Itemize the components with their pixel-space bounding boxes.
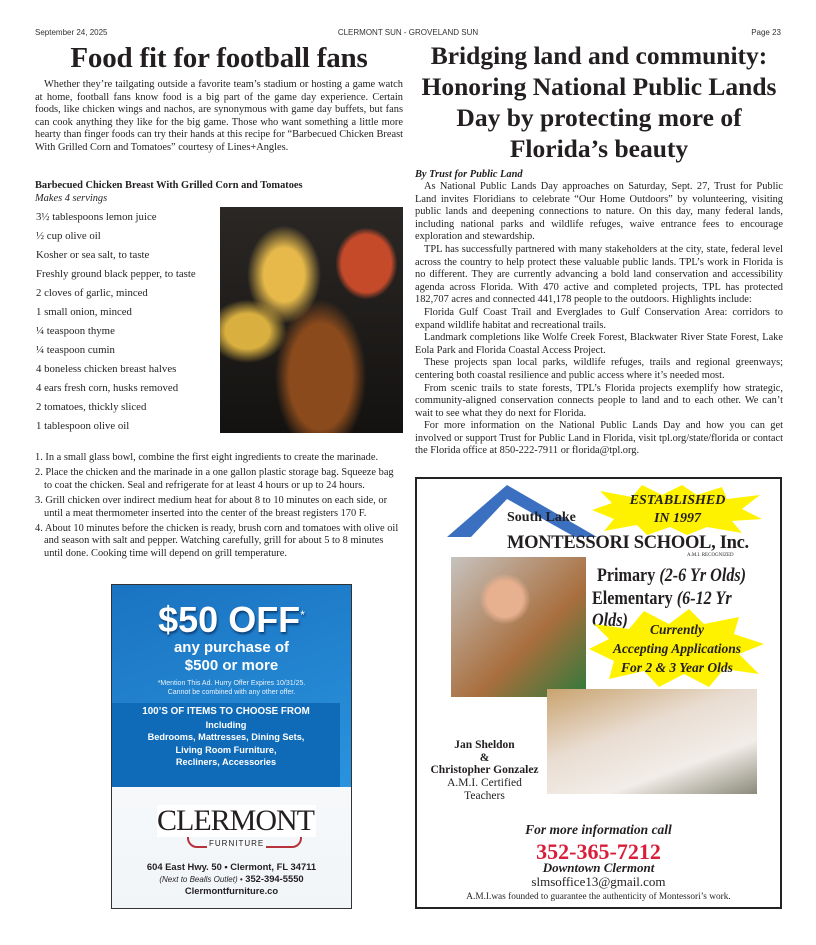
article-intro: Whether they’re tailgating outside a favorite team’s stadium or hosting a game watch at home, football fans know food is a big part of the game day experience. Certain foods, like chicken wings and nachos, are synonymous with game day buffets, but fans can cook anything they like for the big game. Those who want something a little more hearty than finger foods can try their hands at this recipe for “Barbecued Chicken Breast With Grilled Corn and Tomatoes” courtesy of Lines+Angles.: [35, 79, 403, 153]
classroom-photo-2: [547, 689, 757, 794]
ingredient-item: 4 boneless chicken breast halves: [36, 363, 177, 375]
ingredient-item: 1 small onion, minced: [36, 306, 132, 318]
ingredient-list: [36, 208, 216, 436]
applications-badge: Currently Accepting Applications For 2 & 3 Year Olds: [612, 622, 742, 675]
school-email[interactable]: slmsoffice13@gmail.com: [531, 874, 666, 889]
established-badge: ESTABLISHED IN 1997: [629, 493, 726, 526]
school-south-lake: South Lake: [507, 510, 576, 525]
ingredient-item: ½ cup olive oil: [36, 230, 101, 242]
ingredient-item: 1 tablespoon olive oil: [36, 420, 130, 432]
article-paragraph: Florida Gulf Coast Trail and Everglades to Gulf Conservation Area: corridors to expand wildlife habitat and recreational trails.: [415, 306, 783, 331]
teacher-cert: A.M.I. Certified Teachers: [447, 777, 522, 802]
header-page: Page 23: [751, 28, 781, 37]
recipe-step: 4. About 10 minutes before the chicken is ready, brush corn and tomatoes with olive oil and season with salt and pepper. Watching carefully, grill for about 5 to 8 minutes until done. Cooking time will depend on grill temperature.: [35, 523, 399, 559]
article-title: Food fit for football fans: [70, 42, 368, 74]
title-line: Florida’s beauty: [509, 134, 689, 163]
article-body-right: [415, 181, 783, 458]
items-panel: 100’S OF ITEMS TO CHOOSE FROM Including Bedrooms, Mattresses, Dining Sets, Living Room Furniture, Recliners, Accessories: [112, 703, 340, 787]
ingredient-item: 3½ tablespoons lemon juice: [36, 211, 157, 223]
recipe-step: 1. In a small glass bowl, combine the first eight ingredients to create the marinade.: [35, 452, 379, 463]
discount-headline: $50 OFF*: [158, 599, 305, 640]
ingredient-item: Freshly ground black pepper, to taste: [36, 268, 196, 280]
header-date: September 24, 2025: [35, 28, 108, 37]
title-line: Bridging land and community:: [430, 41, 768, 70]
school-name: MONTESSORI SCHOOL, Inc.: [507, 533, 749, 553]
school-location: Downtown Clermont: [542, 860, 655, 875]
ingredient-item: Kosher or sea salt, to taste: [36, 249, 150, 261]
ingredient-item: 2 tomatoes, thickly sliced: [36, 401, 147, 413]
recipe-title: Barbecued Chicken Breast With Grilled Corn and Tomatoes: [35, 180, 303, 191]
classroom-photo-1: [451, 557, 586, 697]
article-paragraph: From scenic trails to state forests, TPL’s Florida projects exemplify how strategic, community-aligned conservation connects people to land and to each other. We can’t wait to see what they do next for Florida.: [415, 382, 783, 419]
montessori-ad[interactable]: South Lake ESTABLISHED IN 1997 MONTESSORI SCHOOL, Inc. A.M.I. RECOGNIZED Primary (2-6 Yr Olds) Elementary (6-12 Yr Olds) Currently Accepting Applications For 2 & 3 Year Olds Jan Sheldon & Christopher Gonzalez A.M.I. Certified Teachers For more information call 352-365-7212 Downtown Clermont slmsoffice13@gmail.com A.M.I.was founded to guarantee the authenticity of Montessori’s work.: [415, 477, 782, 909]
store-contact: 604 East Hwy. 50 • Clermont, FL 34711 (Next to Bealls Outlet) • 352-394-5550 Clermontfurniture.co: [112, 861, 351, 897]
school-footer: A.M.I.was founded to guarantee the authenticity of Montessori’s work.: [466, 892, 731, 902]
discount-sub: any purchase of $500 or more: [173, 639, 290, 674]
recipe-servings: Makes 4 servings: [35, 193, 108, 204]
article-paragraph: Landmark completions like Wolfe Creek Forest, Blackwater River State Forest, Lake Eola Park and Florida Coastal Access Project.: [415, 332, 783, 356]
furniture-ad[interactable]: [111, 584, 352, 909]
info-line: For more information call: [525, 822, 672, 837]
title-line: Honoring National Public Lands: [421, 72, 777, 101]
store-phone: 352-394-5550: [242, 872, 304, 884]
article-title-right: [415, 40, 783, 164]
grilled-food-photo: [220, 207, 403, 433]
recipe-step: 2. Place the chicken and the marinade in a one gallon plastic storage bag. Squeeze bag to coat the chicken. Seal and refrigerate for at least 4 hours or up to 24 hours.: [35, 467, 394, 491]
ingredient-item: 4 ears fresh corn, husks removed: [36, 382, 179, 394]
ingredient-item: ¼ teaspoon thyme: [36, 325, 115, 337]
header-paper: CLERMONT SUN - GROVELAND SUN: [337, 28, 479, 37]
ingredient-item: ¼ teaspoon cumin: [36, 344, 115, 356]
teacher-names: Jan Sheldon & Christopher Gonzalez: [430, 739, 539, 776]
title-line: Day by protecting more of: [456, 103, 742, 132]
clermont-furniture-logo: CLERMONT FURNITURE: [157, 804, 314, 848]
recipe-steps: [35, 452, 403, 563]
article-paragraph: These projects span local parks, wildlife refuges, trails and regional greenways; centering both coastal resilience and public access where it’s needed most.: [415, 357, 783, 381]
ingredient-item: 2 cloves of garlic, minced: [36, 287, 148, 299]
article-paragraph: TPL has successfully partnered with many stakeholders at the city, state, federal level across the country to help protect these valuable public lands. TPL’s work in Florida is no different. They are currently advancing a bold land conservation and accessibility agenda across Florida. With 470 active and completed projects, TPL has protected 182,707 acres and connected 441,178 people to the outdoors. Highlights include:: [415, 243, 783, 306]
primary-label: Primary (2-6 Yr Olds): [597, 565, 747, 586]
school-phone[interactable]: 352-365-7212: [536, 839, 661, 864]
store-website: Clermontfurniture.co: [184, 885, 279, 896]
recipe-step: 3. Grill chicken over indirect medium heat for about 8 to 10 minutes on each side, or until a meat thermometer inserted into the center of the breast registers 170 F.: [35, 495, 388, 519]
article-paragraph: As National Public Lands Day approaches on Saturday, Sept. 27, Trust for Public Land invites Floridians to celebrate “Our Home Outdoors” by volunteering, visiting public lands and deepening connections to nature. On this day, many federal lands, including national parks and wildlife refuges, waive entrance fees to encourage exploration and stewardship.: [415, 181, 783, 243]
fine-print: *Mention This Ad. Hurry Offer Expires 10/31/25. Cannot be combined with any other offer.: [157, 680, 306, 696]
elementary-label: Elementary (6-12 Yr Olds): [592, 588, 732, 631]
article-paragraph: For more information on the National Public Lands Day and how you can get involved or support Trust for Public Land in Florida, visit tpl.org/state/florida or contact the Florida office at 850-222-7911 or florida@tpl.org.: [415, 420, 783, 457]
byline: By Trust for Public Land: [415, 169, 523, 180]
